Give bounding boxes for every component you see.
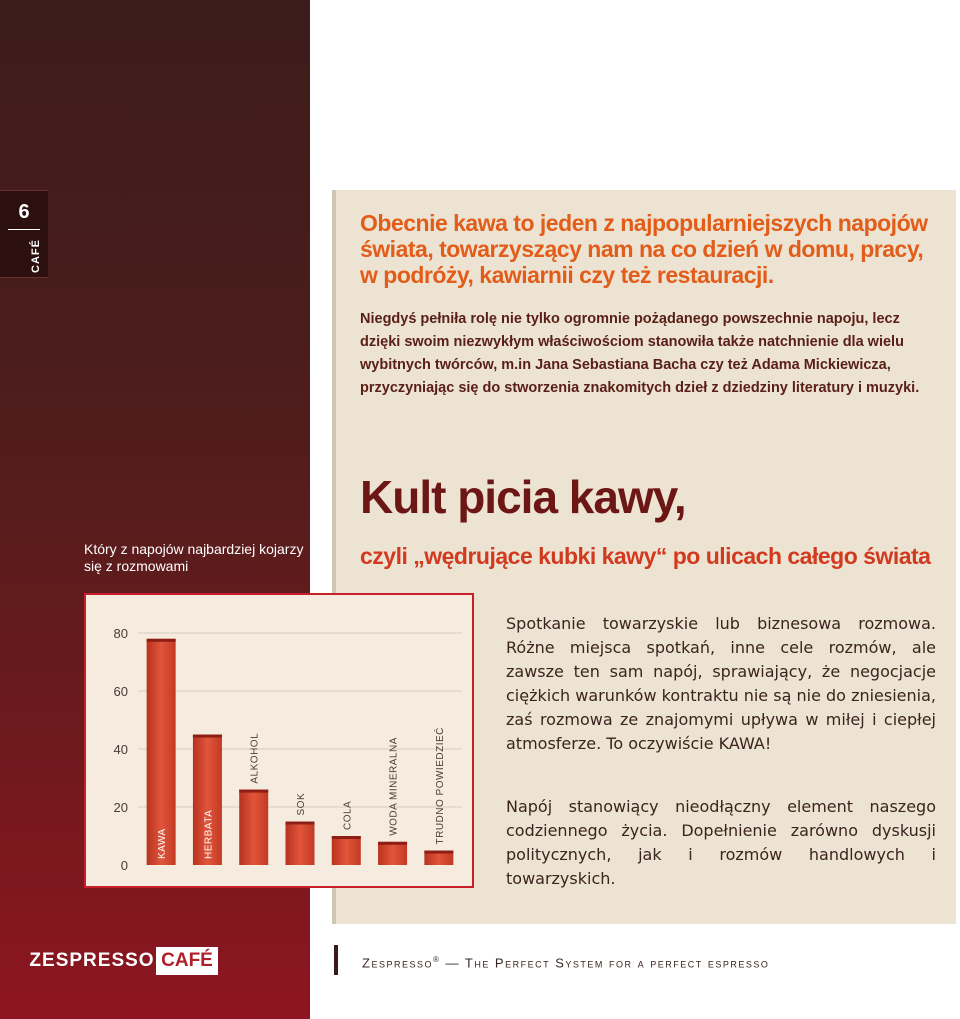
bar-top <box>378 842 407 845</box>
article-title: Kult picia kawy, <box>360 471 686 523</box>
chart-question: Który z napojów najbardziej kojarzy się z rozmowami <box>84 541 304 574</box>
section-label: CAFÉ <box>30 239 42 273</box>
article-paragraph-1: Spotkanie towarzyskie lub biznesowa rozmowa. Różne miejsca spotkań, inne cele rozmów, ale zawsze ten sam napój, sprawiający, że negocjacje ciężkich warunków kontraktu nie są nie do zniesienia, zaś rozmowa ze znajomymi upływa w miłej i ciepłej atmosferze. To oczywiście KAWA! <box>506 614 936 753</box>
category-label: TRUDNO POWIEDZIEĆ <box>434 727 446 845</box>
y-tick-label: 60 <box>113 684 128 699</box>
bar <box>332 836 361 865</box>
tab-divider <box>8 229 40 230</box>
bar-top <box>193 735 222 738</box>
intro-paragraph: Niegdyś pełniła rolę nie tylko ogromnie pożądanego powszechnie napoju, lecz dzięki swoim niezwykłym właściwościom stanowiła także natchnienie dla wielu wybitnych twórców, m.in Jana Sebastiana Bacha czy też Adama Mickiewicza, przyczyniając się do stworzenia znakomitych dzieł z dziedziny literatury i muzyki. <box>360 311 920 396</box>
tagline-text: — The Perfect System for a perfect espresso <box>445 955 770 971</box>
bar <box>239 790 268 865</box>
category-label: ALKOHOL <box>249 732 261 784</box>
footer-tagline <box>362 955 769 970</box>
category-label: COLA <box>342 800 354 830</box>
y-tick-label: 40 <box>113 742 128 757</box>
bar-chart <box>84 593 474 888</box>
bar <box>286 822 315 866</box>
category-label: HERBATA <box>203 809 215 859</box>
article-subtitle: czyli „wędrujące kubki kawy“ po ulicach całego świata <box>360 543 931 569</box>
bar-top <box>147 639 176 642</box>
y-tick-label: 20 <box>113 800 128 815</box>
bar-top <box>332 836 361 839</box>
bar <box>378 842 407 865</box>
category-label: SOK <box>296 792 307 816</box>
page-tab <box>0 190 48 278</box>
article-paragraph-2: Napój stanowiący nieodłączny element naszego codziennego życia. Dopełnienie zarówno dyskusji politycznych, jak i rozmów handlowych i towarzyskich. <box>506 797 936 888</box>
page-number: 6 <box>18 201 30 223</box>
category-label: KAWA <box>157 828 169 859</box>
footer-divider <box>334 945 338 975</box>
registered-mark: ® <box>432 955 441 964</box>
bar-chart-svg <box>86 595 472 886</box>
tagline-brand: Zespresso <box>362 955 433 971</box>
zespresso-cafe-logo <box>28 947 218 975</box>
bar-top <box>286 822 315 825</box>
bar-top <box>424 851 453 854</box>
logo-zespresso: ZESPRESSO <box>29 950 155 971</box>
y-tick-label: 80 <box>113 626 128 641</box>
y-tick-label: 0 <box>120 858 128 873</box>
bar-top <box>239 790 268 793</box>
intro-heading: Obecnie kawa to jeden z najpopularniejszych napojów świata, towarzyszący nam na co dzień w domu, pracy, w podróży, kawiarnii czy też restauracji. <box>360 210 928 288</box>
logo-cafe: CAFÉ <box>156 947 218 975</box>
category-label: WODA MINERALNA <box>388 737 400 836</box>
